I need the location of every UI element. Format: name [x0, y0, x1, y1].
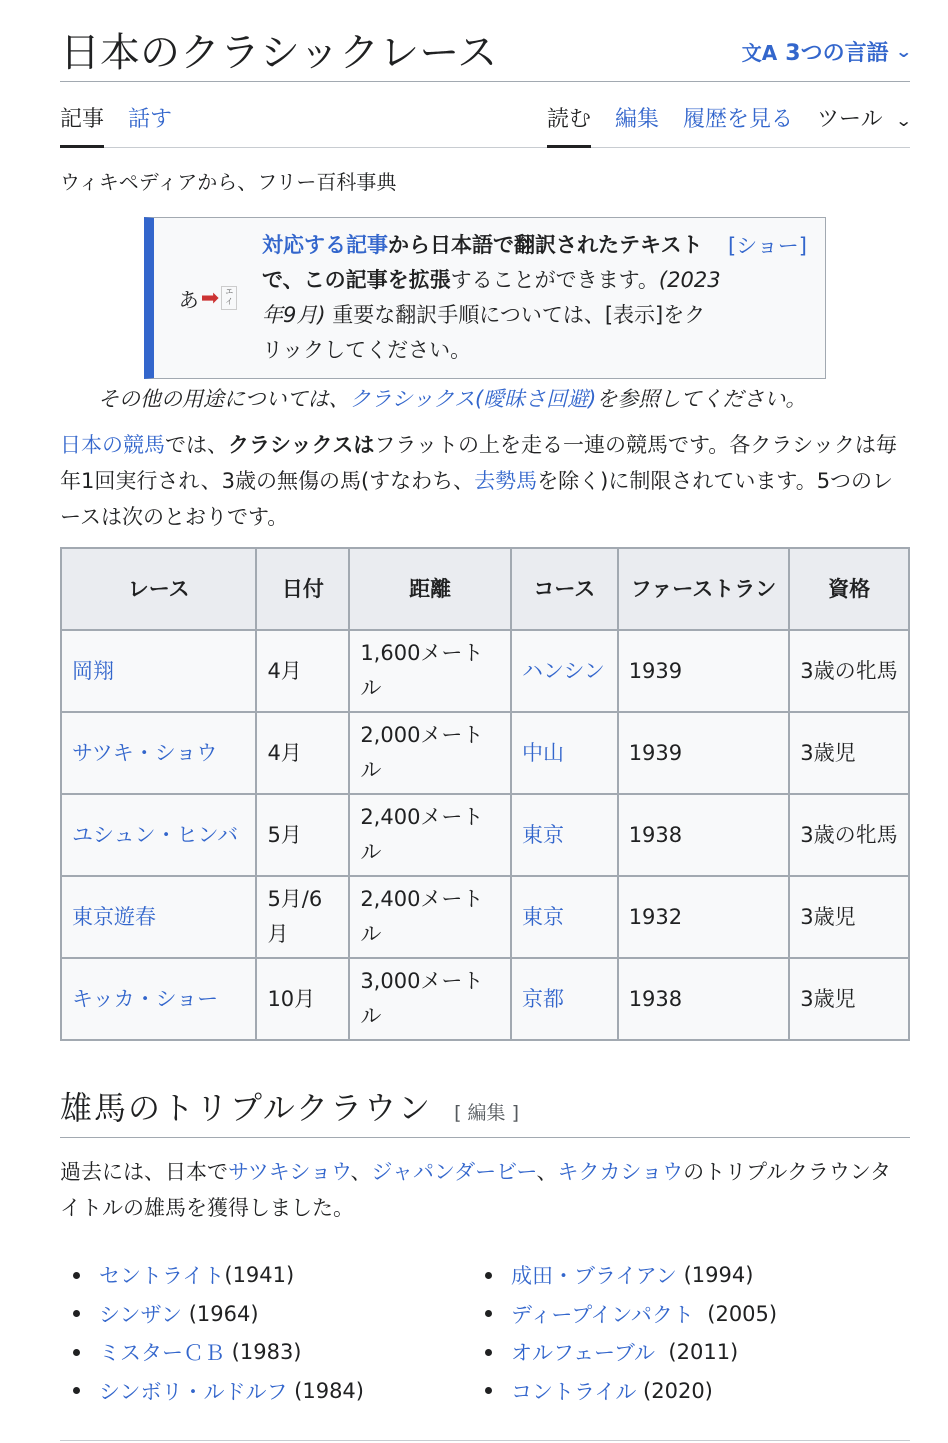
table-header-row — [61, 548, 909, 630]
footer-divider — [60, 1440, 910, 1441]
notice-date: (2023年9月) — [262, 268, 721, 327]
translate-icon: 文A — [741, 41, 778, 65]
section-edit-link[interactable]: [ 編集 ] — [454, 1102, 519, 1124]
gelding-link[interactable]: 去勢馬 — [474, 469, 538, 493]
tab-history[interactable]: 履歴を見る — [683, 107, 794, 132]
intro-bold: クラシックスは — [228, 433, 375, 457]
chevron-down-icon: ⌄ — [894, 42, 913, 61]
japan-derby-link[interactable]: ジャパンダービー — [371, 1160, 537, 1184]
site-tagline: ウィキペディアから、フリー百科事典 — [60, 170, 397, 194]
list-item — [485, 1295, 910, 1334]
first-run-year: 1938 — [618, 794, 790, 876]
column-header-race[interactable]: レース — [61, 548, 256, 630]
winners-list-right — [485, 1256, 910, 1410]
bullet-icon — [73, 1310, 80, 1317]
classic-races-table — [60, 547, 910, 1041]
winner-year: (2020) — [636, 1378, 713, 1403]
hatnote-pre: その他の用途については、 — [98, 387, 350, 411]
notice-text — [262, 228, 722, 368]
winner-link[interactable]: セントライト — [99, 1264, 225, 1289]
tab-article[interactable]: 記事 — [60, 102, 104, 147]
page-title: 日本のクラシックレース — [60, 30, 498, 76]
race-link[interactable]: ユシュン・ヒンバ — [72, 822, 239, 847]
race-date: 4月 — [256, 630, 349, 712]
section-text-2: のトリプルクラウンタイトルの雄馬を獲得しました。 — [60, 1160, 891, 1220]
language-count-label: 3つの言語 — [785, 41, 889, 66]
tab-edit[interactable]: 編集 — [615, 107, 660, 132]
race-link[interactable]: 東京遊春 — [72, 904, 156, 929]
table-row — [61, 876, 909, 958]
winner-link[interactable]: シンザン — [99, 1302, 183, 1327]
race-date: 5月/6月 — [256, 876, 349, 958]
separator: 、 — [350, 1160, 372, 1184]
japan-horse-racing-link[interactable]: 日本の競馬 — [60, 433, 165, 457]
course-link[interactable]: 中山 — [521, 740, 564, 765]
tab-talk[interactable]: 話す — [128, 107, 173, 132]
hatnote — [98, 383, 910, 413]
page-tabs — [60, 82, 913, 148]
winner-link[interactable]: オルフェーブル — [511, 1341, 656, 1366]
first-run-year: 1939 — [618, 712, 790, 794]
list-item — [485, 1333, 910, 1372]
race-link[interactable]: サツキ・ショウ — [72, 740, 218, 765]
notice-icon-glyph: あ — [178, 287, 199, 312]
table-row — [61, 712, 909, 794]
course-link[interactable]: 京都 — [521, 986, 564, 1011]
winner-year: (2011) — [655, 1340, 739, 1365]
kikuka-sho-link[interactable]: キクカショウ — [557, 1160, 684, 1184]
satsuki-sho-link[interactable]: サツキショウ — [228, 1160, 351, 1184]
winner-year: (1941) — [224, 1263, 295, 1288]
list-item — [60, 1333, 485, 1372]
race-link[interactable]: 岡翔 — [72, 658, 114, 683]
qualification: 3歳の牝馬 — [789, 630, 909, 712]
race-link[interactable]: キッカ・ショー — [72, 986, 219, 1011]
bullet-icon — [73, 1272, 80, 1279]
section-text-1: 過去には、日本で — [60, 1160, 228, 1184]
winner-year: (1994) — [676, 1263, 754, 1288]
column-header-distance[interactable]: 距離 — [349, 548, 511, 630]
intro-text-1: では、 — [165, 433, 228, 457]
list-item — [60, 1295, 485, 1334]
winner-link[interactable]: 成田・ブライアン — [511, 1264, 677, 1289]
notice-text-1: することができます。 — [450, 268, 659, 292]
winner-year: (2005) — [693, 1301, 778, 1326]
race-date: 10月 — [256, 958, 349, 1040]
course-link[interactable]: 東京 — [521, 904, 564, 929]
race-date: 5月 — [256, 794, 349, 876]
bullet-icon — [485, 1272, 492, 1279]
winner-year: (1983) — [225, 1340, 302, 1365]
bullet-icon — [485, 1310, 492, 1317]
intro-paragraph — [60, 427, 910, 535]
list-item — [485, 1372, 910, 1411]
column-header-first-run[interactable]: ファーストラン — [618, 548, 790, 630]
winner-link[interactable]: ディープインパクト — [511, 1302, 694, 1327]
section-heading-row — [60, 1083, 910, 1138]
race-distance: 2,000メートル — [349, 712, 511, 794]
bullet-icon — [485, 1349, 492, 1356]
qualification: 3歳児 — [789, 876, 909, 958]
race-distance: 1,600メートル — [349, 630, 511, 712]
winner-link[interactable]: ミスターＣＢ — [99, 1341, 225, 1366]
winners-list-left — [60, 1256, 485, 1410]
list-item — [485, 1256, 910, 1295]
tab-read[interactable]: 読む — [547, 102, 591, 147]
notice-text-2: 重要な翻訳手順については、[表示]をクリックしてください。 — [262, 303, 706, 362]
race-distance: 2,400メートル — [349, 794, 511, 876]
hatnote-post: を参照してください。 — [596, 387, 807, 411]
table-row — [61, 794, 909, 876]
qualification: 3歳の牝馬 — [789, 794, 909, 876]
first-run-year: 1939 — [618, 630, 790, 712]
winner-year: (1984) — [287, 1378, 364, 1403]
intro-text-2: フラットの上を走る一連の競馬です。各クラシックは毎年1回実行され、3歳の無傷の馬(すなわち、 — [60, 433, 897, 493]
qualification: 3歳児 — [789, 958, 909, 1040]
qualification: 3歳児 — [789, 712, 909, 794]
race-date: 4月 — [256, 712, 349, 794]
show-button[interactable]: [ショー] — [728, 234, 807, 258]
first-run-year: 1938 — [618, 958, 790, 1040]
translate-notice-icon: あ ➡ エイ — [154, 228, 262, 368]
triple-crown-winners — [60, 1256, 910, 1410]
column-header-qualification[interactable]: 資格 — [789, 548, 909, 630]
language-button[interactable] — [741, 36, 913, 77]
bullet-icon — [73, 1387, 80, 1394]
first-run-year: 1932 — [618, 876, 790, 958]
winner-link[interactable]: シンボリ・ルドルフ — [99, 1379, 288, 1404]
column-header-course[interactable]: コース — [511, 548, 618, 630]
list-item — [60, 1256, 485, 1295]
disambiguation-link[interactable]: クラシックス(曖昧さ回避) — [349, 387, 597, 411]
translation-notice-box — [144, 217, 826, 379]
race-distance: 3,000メートル — [349, 958, 511, 1040]
tab-tools[interactable] — [817, 102, 913, 147]
winner-year: (1964) — [182, 1301, 259, 1326]
winner-link[interactable]: コントライル — [511, 1379, 637, 1404]
race-distance: 2,400メートル — [349, 876, 511, 958]
section-title: 雄馬のトリプルクラウン — [60, 1089, 433, 1127]
tools-label: ツール — [817, 107, 883, 132]
corresponding-article-link[interactable]: 対応する記事 — [262, 233, 388, 257]
section-paragraph — [60, 1154, 910, 1226]
title-row — [60, 0, 913, 82]
column-header-date[interactable]: 日付 — [256, 548, 349, 630]
course-link[interactable]: 東京 — [521, 822, 564, 847]
list-item — [60, 1372, 485, 1411]
notice-bold-text: から日本語で翻訳されたテキストで、この記事を拡張 — [262, 233, 703, 292]
table-row — [61, 630, 909, 712]
table-row — [61, 958, 909, 1040]
chevron-down-icon: ⌄ — [894, 111, 913, 130]
course-link[interactable]: ハンシン — [521, 658, 605, 683]
intro-text-3: を除く)に制限されています。5つのレースは次のとおりです。 — [60, 469, 894, 529]
bullet-icon — [73, 1349, 80, 1356]
bullet-icon — [485, 1387, 492, 1394]
separator: 、 — [536, 1160, 558, 1184]
